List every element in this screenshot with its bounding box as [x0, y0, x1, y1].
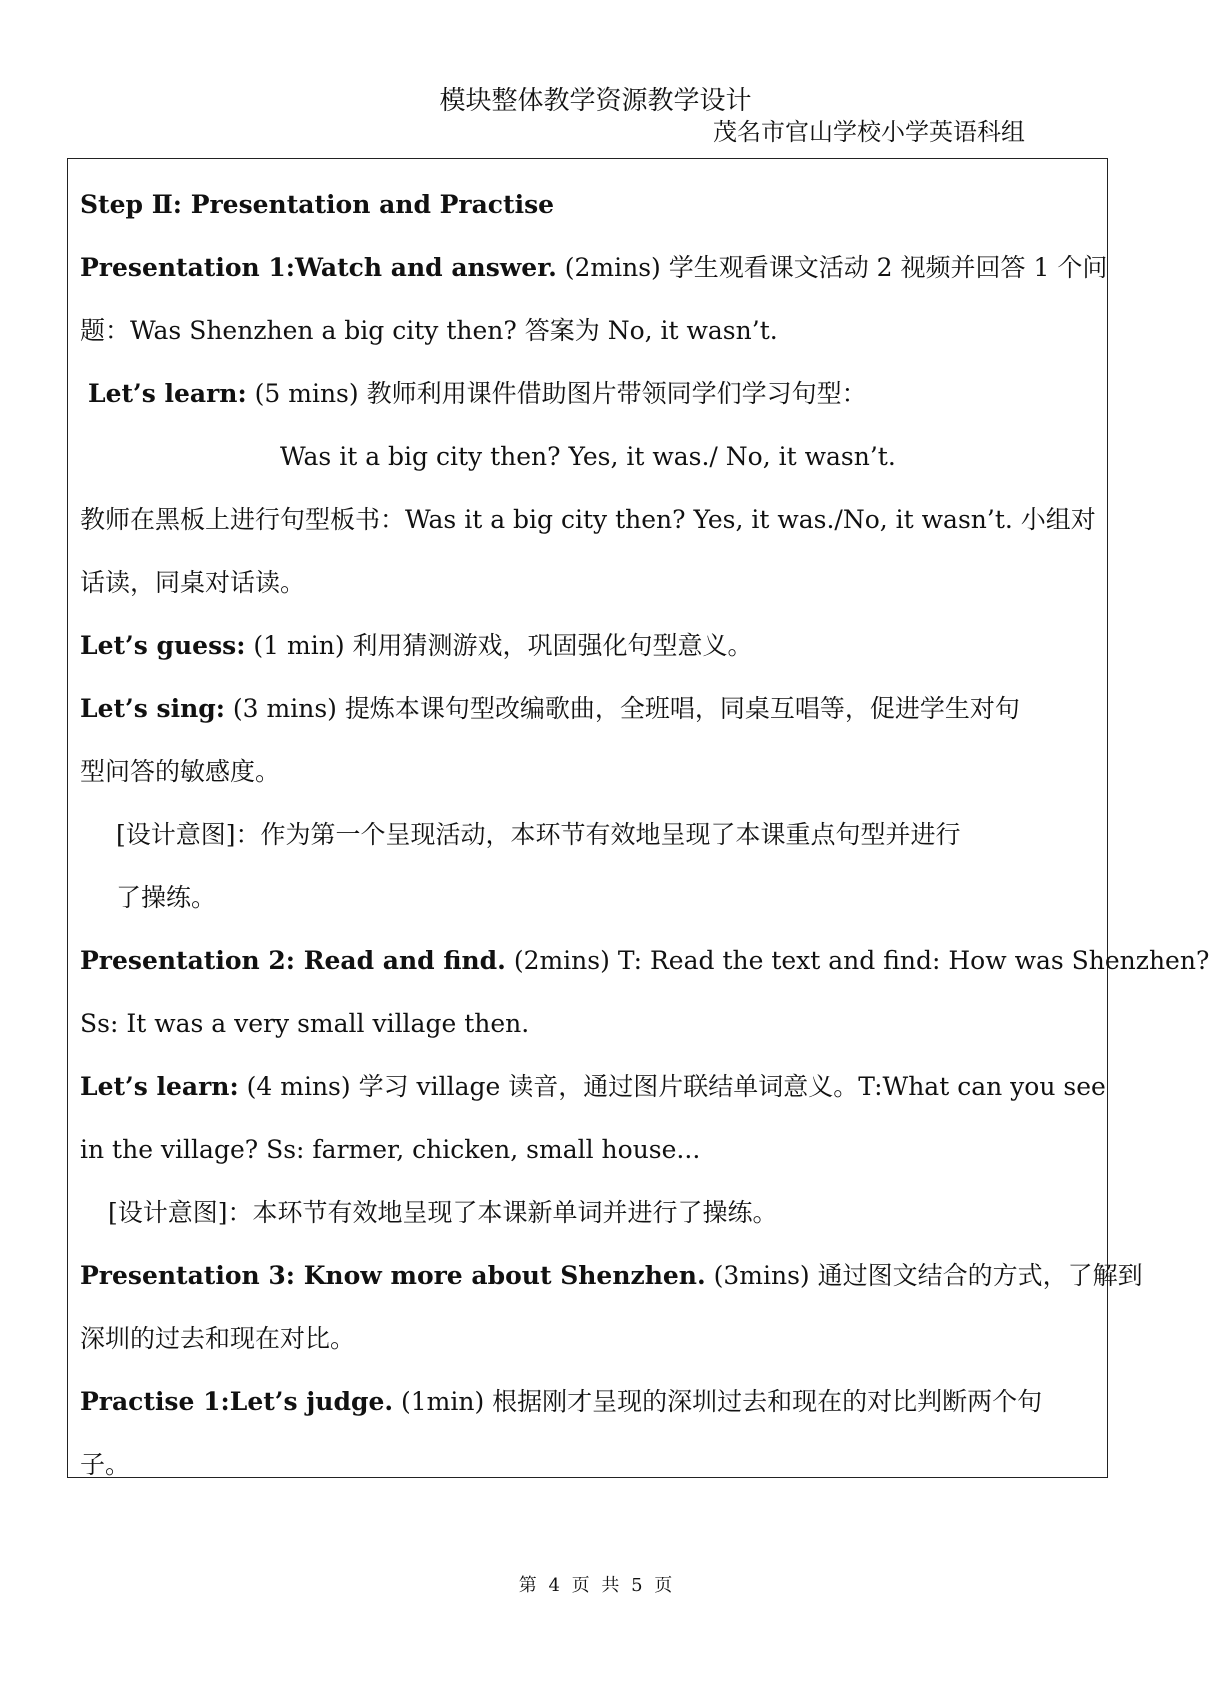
- lets-guess: Let’s guess: (1 min) 利用猜测游戏，巩固强化句型意义。: [80, 631, 753, 660]
- presentation-2-cont: Ss: It was a very small village then.: [80, 1009, 530, 1038]
- page-footer: 第 4 页 共 5 页: [518, 1575, 673, 1596]
- presentation-1-cont: 题：Was Shenzhen a big city then? 答案为 No, it wasn’t.: [80, 316, 778, 345]
- design-intent-1: [设计意图]：作为第一个呈现活动，本环节有效地呈现了本课重点句型并进行: [116, 820, 961, 849]
- step-heading: Step Ⅱ: Presentation and Practise: [80, 190, 555, 219]
- presentation-1: Presentation 1:Watch and answer. (2mins) 学生观看课文活动 2 视频并回答 1 个问: [80, 253, 1108, 282]
- board-writing: 教师在黑板上进行句型板书：Was it a big city then? Yes, it was./No, it wasn’t. 小组对: [80, 505, 1096, 534]
- lets-learn-2: Let’s learn: (4 mins) 学习 village 读音，通过图片联结单词意义。T:What can you see: [80, 1072, 1106, 1101]
- board-writing-cont: 话读，同桌对话读。: [80, 568, 306, 597]
- sentence-pattern: Was it a big city then? Yes, it was./ No, it wasn’t.: [280, 442, 896, 471]
- lets-sing-cont: 型问答的敏感度。: [80, 757, 281, 786]
- page-header-school: 茂名市官山学校小学英语科组: [713, 118, 1025, 146]
- presentation-2: Presentation 2: Read and find. (2mins) T: Read the text and find: How was Shenzhen?: [80, 946, 1209, 975]
- design-intent-2: [设计意图]：本环节有效地呈现了本课新单词并进行了操练。: [108, 1198, 778, 1227]
- lesson-content-box: [67, 158, 1209, 1479]
- presentation-3: Presentation 3: Know more about Shenzhen. (3mins) 通过图文结合的方式，了解到: [80, 1261, 1143, 1290]
- design-intent-1-cont: 了操练。: [116, 883, 217, 912]
- lets-learn-2-cont: in the village? Ss: farmer, chicken, small house...: [80, 1135, 701, 1164]
- presentation-3-cont: 深圳的过去和现在对比。: [80, 1324, 356, 1353]
- page-header-title: 模块整体教学资源教学设计: [439, 86, 752, 116]
- practise-1-cont: 子。: [80, 1450, 131, 1479]
- practise-1: Practise 1:Let’s judge. (1min) 根据刚才呈现的深圳过去和现在的对比判断两个句: [80, 1387, 1043, 1416]
- lets-learn-1: Let’s learn: (5 mins) 教师利用课件借助图片带领同学们学习句型：: [88, 379, 867, 408]
- lets-sing: Let’s sing: (3 mins) 提炼本课句型改编歌曲，全班唱，同桌互唱等，促进学生对句: [80, 694, 1020, 723]
